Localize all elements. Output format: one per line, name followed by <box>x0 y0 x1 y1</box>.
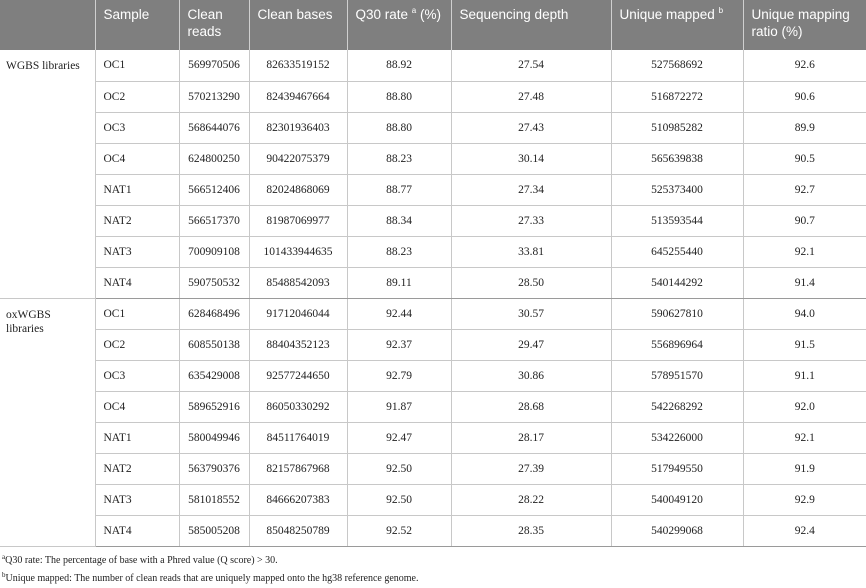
footnote-b: $^b$Unique mapped: The number of clean reads that are uniquely mapped onto the hg38 reference genome. <box>2 570 419 584</box>
cell-sequencing-depth: 28.50 <box>451 267 611 298</box>
header-row <box>0 0 866 50</box>
cell-clean-reads: 570213290 <box>179 81 249 112</box>
table-row <box>0 484 866 515</box>
header-unique-mapping-ratio: Unique mapping ratio (%) <box>743 0 866 50</box>
table-row <box>0 143 866 174</box>
footnote-a: $^a$Q30 rate: The percentage of base with a Phred value (Q score) > 30. <box>2 552 278 566</box>
cell-sequencing-depth: 27.39 <box>451 453 611 484</box>
footnotes <box>0 547 866 588</box>
cell-unique-mapped: 534226000 <box>611 422 743 453</box>
cell-clean-reads: 585005208 <box>179 515 249 546</box>
cell-sample: NAT1 <box>95 422 179 453</box>
cell-clean-reads: 580049946 <box>179 422 249 453</box>
cell-unique-mapping-ratio: 92.1 <box>743 236 866 267</box>
cell-clean-reads: 590750532 <box>179 267 249 298</box>
cell-q30-rate: 88.23 <box>347 236 451 267</box>
cell-sample: NAT1 <box>95 174 179 205</box>
header-q30-rate: Q30 rate $^a$ (%) <box>347 0 451 50</box>
cell-unique-mapping-ratio: 92.0 <box>743 391 866 422</box>
cell-unique-mapping-ratio: 92.1 <box>743 422 866 453</box>
table-row <box>0 422 866 453</box>
cell-sequencing-depth: 27.54 <box>451 50 611 81</box>
cell-clean-reads: 581018552 <box>179 484 249 515</box>
cell-q30-rate: 92.79 <box>347 360 451 391</box>
cell-sample: NAT3 <box>95 236 179 267</box>
cell-q30-rate: 92.44 <box>347 298 451 329</box>
cell-unique-mapping-ratio: 92.7 <box>743 174 866 205</box>
cell-clean-reads: 700909108 <box>179 236 249 267</box>
cell-clean-bases: 90422075379 <box>249 143 347 174</box>
cell-clean-reads: 635429008 <box>179 360 249 391</box>
cell-unique-mapped: 540299068 <box>611 515 743 546</box>
cell-sequencing-depth: 27.33 <box>451 205 611 236</box>
cell-clean-bases: 82439467664 <box>249 81 347 112</box>
cell-sequencing-depth: 27.34 <box>451 174 611 205</box>
table-row <box>0 391 866 422</box>
cell-sample: NAT3 <box>95 484 179 515</box>
header-sample: Sample <box>95 0 179 50</box>
cell-sample: OC3 <box>95 360 179 391</box>
header-unique-mapped: Unique mapped $^b$ <box>611 0 743 50</box>
cell-unique-mapped: 510985282 <box>611 112 743 143</box>
table-row <box>0 174 866 205</box>
table-row <box>0 515 866 546</box>
cell-unique-mapping-ratio: 92.4 <box>743 515 866 546</box>
cell-q30-rate: 89.11 <box>347 267 451 298</box>
cell-clean-bases: 84511764019 <box>249 422 347 453</box>
cell-sequencing-depth: 33.81 <box>451 236 611 267</box>
cell-sequencing-depth: 28.17 <box>451 422 611 453</box>
cell-sample: OC3 <box>95 112 179 143</box>
cell-unique-mapped: 565639838 <box>611 143 743 174</box>
cell-unique-mapped: 540144292 <box>611 267 743 298</box>
cell-clean-bases: 84666207383 <box>249 484 347 515</box>
cell-unique-mapped: 578951570 <box>611 360 743 391</box>
cell-unique-mapped: 645255440 <box>611 236 743 267</box>
cell-sequencing-depth: 30.14 <box>451 143 611 174</box>
cell-q30-rate: 91.87 <box>347 391 451 422</box>
cell-unique-mapping-ratio: 91.5 <box>743 329 866 360</box>
cell-q30-rate: 92.50 <box>347 453 451 484</box>
cell-q30-rate: 88.23 <box>347 143 451 174</box>
cell-unique-mapping-ratio: 89.9 <box>743 112 866 143</box>
cell-q30-rate: 92.47 <box>347 422 451 453</box>
cell-clean-bases: 81987069977 <box>249 205 347 236</box>
cell-clean-bases: 82024868069 <box>249 174 347 205</box>
table-row <box>0 360 866 391</box>
cell-unique-mapped: 556896964 <box>611 329 743 360</box>
cell-unique-mapped: 517949550 <box>611 453 743 484</box>
cell-clean-bases: 85048250789 <box>249 515 347 546</box>
cell-sequencing-depth: 28.35 <box>451 515 611 546</box>
cell-clean-bases: 91712046044 <box>249 298 347 329</box>
cell-unique-mapped: 525373400 <box>611 174 743 205</box>
cell-unique-mapped: 527568692 <box>611 50 743 81</box>
cell-sequencing-depth: 27.48 <box>451 81 611 112</box>
cell-sample: NAT4 <box>95 515 179 546</box>
cell-clean-bases: 85488542093 <box>249 267 347 298</box>
cell-q30-rate: 92.52 <box>347 515 451 546</box>
cell-clean-reads: 569970506 <box>179 50 249 81</box>
cell-sample: OC1 <box>95 298 179 329</box>
cell-sequencing-depth: 28.22 <box>451 484 611 515</box>
header-clean-bases: Clean bases <box>249 0 347 50</box>
cell-sequencing-depth: 29.47 <box>451 329 611 360</box>
cell-sample: OC1 <box>95 50 179 81</box>
cell-unique-mapped: 590627810 <box>611 298 743 329</box>
cell-clean-reads: 608550138 <box>179 329 249 360</box>
cell-unique-mapping-ratio: 90.6 <box>743 81 866 112</box>
cell-sample: NAT2 <box>95 205 179 236</box>
header-sequencing-depth: Sequencing depth <box>451 0 611 50</box>
group-label: WGBS libraries <box>0 50 95 298</box>
table-row <box>0 205 866 236</box>
cell-sample: NAT2 <box>95 453 179 484</box>
cell-clean-bases: 82633519152 <box>249 50 347 81</box>
cell-q30-rate: 88.34 <box>347 205 451 236</box>
cell-q30-rate: 92.50 <box>347 484 451 515</box>
cell-unique-mapping-ratio: 92.6 <box>743 50 866 81</box>
cell-clean-reads: 628468496 <box>179 298 249 329</box>
cell-sequencing-depth: 30.86 <box>451 360 611 391</box>
cell-clean-reads: 566517370 <box>179 205 249 236</box>
cell-unique-mapped: 542268292 <box>611 391 743 422</box>
cell-q30-rate: 88.92 <box>347 50 451 81</box>
cell-unique-mapping-ratio: 92.9 <box>743 484 866 515</box>
table-row <box>0 236 866 267</box>
cell-clean-reads: 589652916 <box>179 391 249 422</box>
cell-clean-bases: 82301936403 <box>249 112 347 143</box>
header-group <box>0 0 95 50</box>
cell-sequencing-depth: 27.43 <box>451 112 611 143</box>
cell-clean-bases: 82157867968 <box>249 453 347 484</box>
cell-clean-bases: 86050330292 <box>249 391 347 422</box>
table-row <box>0 267 866 298</box>
cell-sample: OC2 <box>95 81 179 112</box>
cell-unique-mapped: 516872272 <box>611 81 743 112</box>
cell-sample: OC4 <box>95 143 179 174</box>
cell-unique-mapping-ratio: 91.1 <box>743 360 866 391</box>
cell-sample: OC4 <box>95 391 179 422</box>
table-row <box>0 50 866 81</box>
cell-clean-reads: 566512406 <box>179 174 249 205</box>
cell-unique-mapping-ratio: 91.4 <box>743 267 866 298</box>
cell-sequencing-depth: 28.68 <box>451 391 611 422</box>
cell-unique-mapping-ratio: 94.0 <box>743 298 866 329</box>
table-row <box>0 329 866 360</box>
table-row <box>0 112 866 143</box>
cell-sequencing-depth: 30.57 <box>451 298 611 329</box>
cell-clean-reads: 624800250 <box>179 143 249 174</box>
group-label: oxWGBS libraries <box>0 298 95 546</box>
cell-unique-mapping-ratio: 90.7 <box>743 205 866 236</box>
cell-clean-reads: 568644076 <box>179 112 249 143</box>
cell-clean-bases: 88404352123 <box>249 329 347 360</box>
cell-sample: OC2 <box>95 329 179 360</box>
table-body <box>0 50 866 546</box>
cell-unique-mapping-ratio: 91.9 <box>743 453 866 484</box>
table-row <box>0 81 866 112</box>
cell-unique-mapping-ratio: 90.5 <box>743 143 866 174</box>
table-row <box>0 453 866 484</box>
cell-unique-mapped: 513593544 <box>611 205 743 236</box>
cell-q30-rate: 88.77 <box>347 174 451 205</box>
cell-clean-bases: 92577244650 <box>249 360 347 391</box>
cell-q30-rate: 88.80 <box>347 112 451 143</box>
cell-q30-rate: 88.80 <box>347 81 451 112</box>
table-row <box>0 298 866 329</box>
cell-q30-rate: 92.37 <box>347 329 451 360</box>
cell-sample: NAT4 <box>95 267 179 298</box>
cell-clean-reads: 563790376 <box>179 453 249 484</box>
cell-clean-bases: 101433944635 <box>249 236 347 267</box>
cell-unique-mapped: 540049120 <box>611 484 743 515</box>
header-clean-reads: Clean reads <box>179 0 249 50</box>
